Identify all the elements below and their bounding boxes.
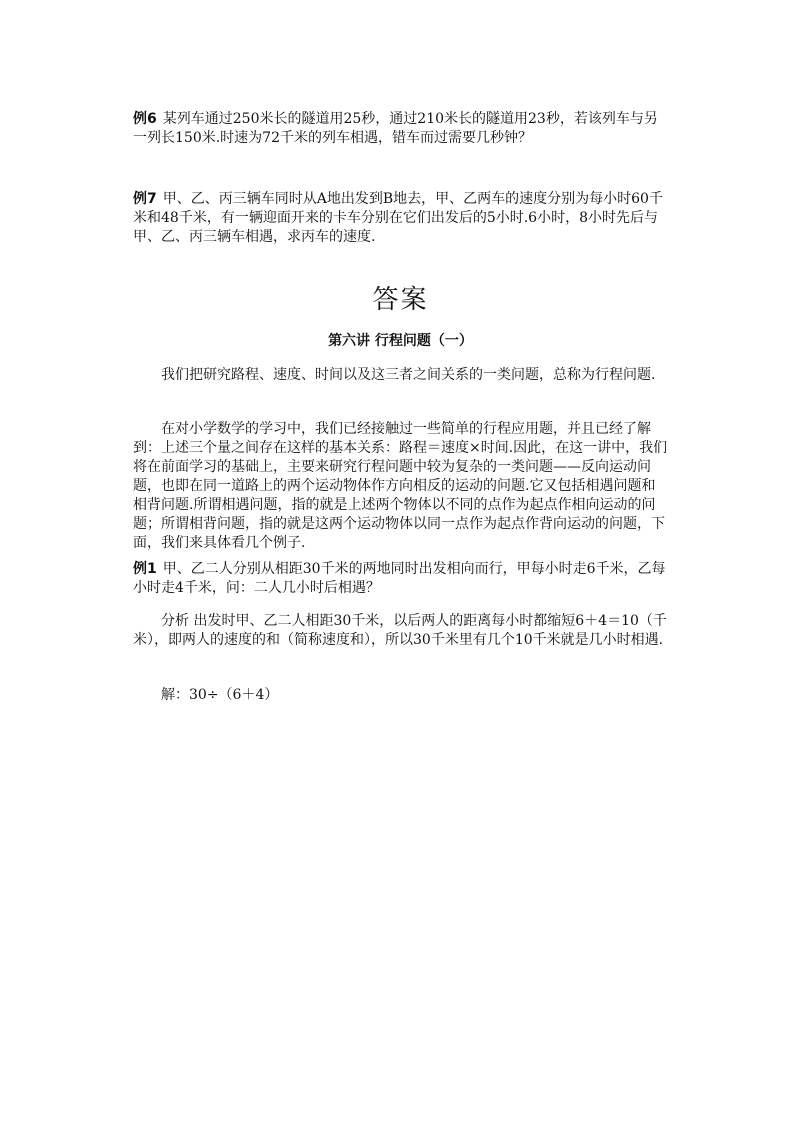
example-7-label: 例7 (133, 191, 157, 207)
example-6-label: 例6 (133, 111, 157, 127)
analysis-paragraph: 分析 出发时甲、乙二人相距30千米，以后两人的距离每小时都缩短6＋4＝10（千米），即两人的速度的和（简称速度和），所以30千米里有几个10千米就是几小时相遇. (133, 613, 667, 648)
example-7 (133, 190, 668, 247)
example-7-text: 甲、乙、丙三辆车同时从A地出发到B地去，甲、乙两车的速度分别为每小时60千米和48千米，有一辆迎面开来的卡车分别在它们出发后的5小时.6小时，8小时先后与甲、乙、丙三辆车相遇，求丙车的速度. (133, 191, 663, 245)
intro-paragraph: 我们把研究路程、速度、时间以及这三者之间关系的一类问题，总称为行程问题. (161, 367, 656, 383)
example-1 (133, 560, 668, 598)
body-paragraph: 在对小学数学的学习中，我们已经接触过一些简单的行程应用题，并且已经了解到：上述三个量之间存在这样的基本关系：路程＝速度×时间.因此，在这一讲中，我们将在前面学习的基础上，主要来研究行程问题中较为复杂的一类问题——反向运动问题，也即在同一道路上的两个运动物体作方向相反的运动的问题.它又包括相遇问题和相背问题.所谓相遇问题，指的就是上述两个物体以不同的点作为起点作相向运动的问题；所谓相背问题，指的就是这两个运动物体以同一点作为起点作背向运动的问题，下面，我们来具体看几个例子. (133, 421, 668, 551)
lecture-title: 第六讲 行程问题（一） (328, 333, 473, 349)
example-1-text: 甲、乙二人分别从相距30千米的两地同时出发相向而行，甲每小时走6千米，乙每小时走4千米，问：二人几小时后相遇？ (133, 561, 666, 596)
example-6 (133, 110, 668, 148)
answer-heading: 答案 (372, 285, 429, 315)
example-1-label: 例1 (133, 561, 157, 577)
example-6-text: 某列车通过250米长的隧道用25秒，通过210米长的隧道用23秒，若该列车与另一列长150米.时速为72千米的列车相遇，错车而过需要几秒钟？ (133, 111, 658, 146)
solution-line: 解：30÷（6＋4） (161, 687, 279, 703)
